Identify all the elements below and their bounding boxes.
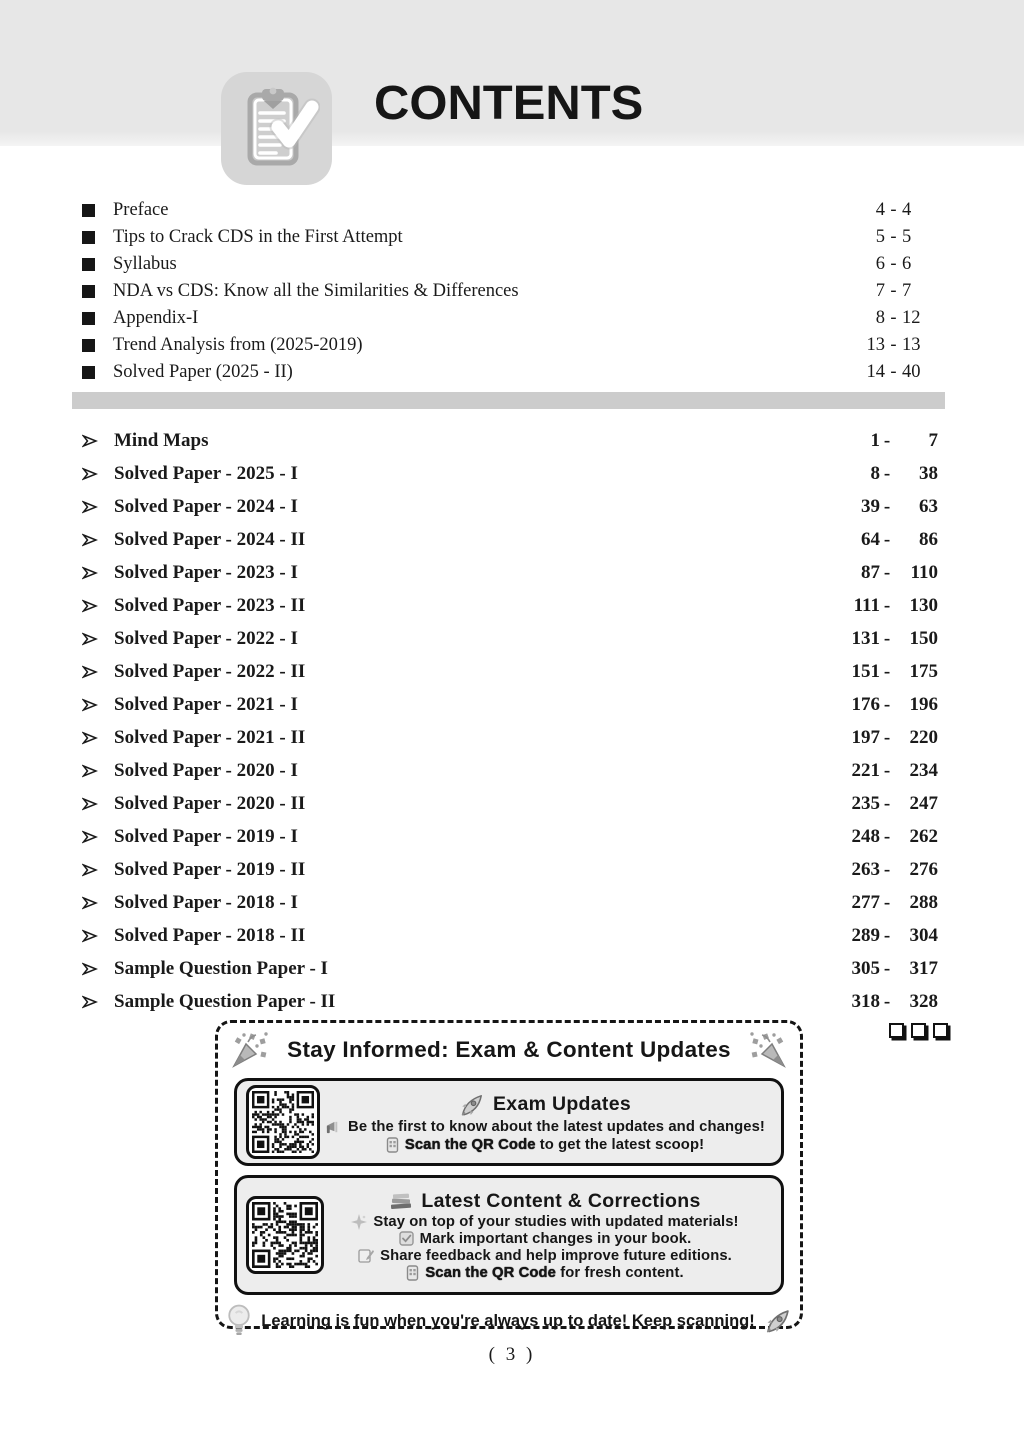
toc-page-from: 176 (851, 693, 880, 715)
stay-informed-box (215, 1020, 803, 1329)
toc-row (82, 754, 938, 787)
toc-row (82, 251, 938, 278)
arrowhead-bullet-icon (82, 994, 98, 1010)
card-line (351, 1214, 738, 1230)
toc-page-separator: - (883, 660, 891, 682)
arrowhead-bullet-icon (82, 532, 98, 548)
toc-page-from: 221 (851, 759, 880, 781)
party-popper-icon (230, 1030, 270, 1070)
card-line-bold: Scan the QR Code (425, 1264, 556, 1281)
toc-entry-label: Solved Paper - 2025 - I (114, 462, 298, 484)
page-number: ( 3 ) (488, 1344, 536, 1365)
toc-entry-label: Solved Paper - 2023 - I (114, 561, 298, 583)
shadowed-square-icon (889, 1023, 904, 1038)
square-bullet-icon (82, 339, 95, 352)
toc-page-to: 13 (902, 335, 921, 355)
toc-page-separator: - (883, 825, 891, 847)
toc-entry-label: Appendix-I (113, 308, 199, 328)
card-line-text: Stay on top of your studies with updated materials! (373, 1213, 739, 1230)
info-box-footer-text: Learning is fun when you're always up to date! Keep scanning! (261, 1311, 755, 1330)
card-title-row (459, 1092, 631, 1118)
info-box-title-row (218, 1025, 800, 1073)
toc-page-from: 7 (875, 281, 885, 301)
square-bullet-icon (82, 204, 95, 217)
toc-page-separator: - (883, 495, 891, 517)
toc-entry-label: Tips to Crack CDS in the First Attempt (113, 227, 403, 247)
toc-row (82, 853, 938, 886)
toc-page-separator: - (883, 891, 891, 913)
toc-row (82, 424, 938, 457)
exam-updates-card (234, 1078, 784, 1166)
arrowhead-bullet-icon (82, 565, 98, 581)
toc-page-from: 289 (851, 924, 880, 946)
toc-page-separator: - (883, 528, 891, 550)
toc-row (82, 556, 938, 589)
toc-page-from: 263 (851, 858, 880, 880)
card-line (325, 1119, 765, 1136)
qr-code (246, 1196, 324, 1274)
arrowhead-bullet-icon (82, 796, 98, 812)
toc-entry-label: Mind Maps (114, 429, 209, 451)
toc-row (82, 721, 938, 754)
toc-entry-label: Solved Paper - 2020 - II (114, 792, 306, 814)
toc-page-separator: - (883, 759, 891, 781)
party-popper-icon (748, 1030, 788, 1070)
toc-entry-label: Syllabus (113, 254, 177, 274)
toc-row (82, 985, 938, 1018)
toc-entry-label: Preface (113, 200, 169, 220)
toc-page-to: 262 (909, 825, 938, 847)
square-bullet-icon (82, 312, 95, 325)
megaphone-icon (325, 1119, 342, 1136)
toc-page-separator: - (883, 561, 891, 583)
info-box-title: Stay Informed: Exam & Content Updates (287, 1037, 731, 1062)
toc-row (82, 278, 938, 305)
toc-page-separator: - (890, 254, 897, 274)
card-line (406, 1265, 683, 1281)
toc-page-to: 40 (902, 362, 921, 382)
toc-row (82, 787, 938, 820)
scan-phone-icon (406, 1265, 419, 1281)
card-title: Exam Updates (493, 1093, 631, 1115)
toc-row (82, 305, 938, 332)
toc-row (82, 688, 938, 721)
toc-page-to: 63 (919, 495, 938, 517)
toc-page-from: 13 (866, 335, 885, 355)
toc-row (82, 224, 938, 251)
toc-page-to: 110 (910, 561, 938, 583)
toc-page-from: 235 (851, 792, 880, 814)
section-divider-bar (72, 392, 945, 409)
card-line-bold: Scan the QR Code (404, 1136, 536, 1153)
rocket-icon (459, 1092, 485, 1118)
toc-entry-label: Solved Paper - 2018 - I (114, 891, 298, 913)
toc-page-to: 38 (919, 462, 938, 484)
toc-page-from: 318 (851, 990, 880, 1012)
card-title: Latest Content & Corrections (421, 1189, 701, 1212)
toc-row (82, 523, 938, 556)
toc-page-from: 87 (861, 561, 880, 583)
toc-page-from: 151 (851, 660, 880, 682)
toc-entry-label: Solved Paper - 2023 - II (114, 594, 306, 616)
toc-page-to: 328 (909, 990, 938, 1012)
toc-row (82, 886, 938, 919)
toc-entry-label: Solved Paper (2025 - II) (113, 362, 293, 382)
toc-page-from: 131 (851, 627, 880, 649)
square-bullet-icon (82, 258, 95, 271)
toc-page-separator: - (883, 990, 891, 1012)
toc-page-from: 6 (875, 254, 885, 274)
arrowhead-bullet-icon (82, 928, 98, 944)
toc-page-to: 175 (909, 660, 938, 682)
toc-page-to: 4 (902, 200, 912, 220)
toc-page-to: 247 (909, 792, 938, 814)
arrowhead-bullet-icon (82, 466, 98, 482)
shadowed-square-icon (911, 1023, 926, 1038)
toc-page-from: 305 (851, 957, 880, 979)
arrowhead-bullet-icon (82, 631, 98, 647)
toc-page-separator: - (890, 281, 897, 301)
toc-page-to: 150 (909, 627, 938, 649)
card-line (399, 1231, 692, 1247)
toc-page-separator: - (883, 924, 891, 946)
toc-row (82, 952, 938, 985)
toc-page-separator: - (883, 726, 891, 748)
toc-page-from: 248 (851, 825, 880, 847)
card-line-text: to get the latest scoop! (535, 1136, 705, 1153)
card-line-text: for fresh content. (556, 1264, 684, 1281)
toc-page-to: 304 (909, 924, 938, 946)
arrowhead-bullet-icon (82, 730, 98, 746)
arrowhead-bullet-icon (82, 961, 98, 977)
toc-row (82, 655, 938, 688)
clipboard-check-icon (234, 83, 320, 175)
toc-page-to: 7 (902, 281, 912, 301)
toc-entry-label: Sample Question Paper - II (114, 990, 336, 1012)
card-line (358, 1248, 732, 1264)
card-line-text: Be the first to know about the latest updates and changes! (348, 1119, 765, 1135)
toc-page-separator: - (883, 693, 891, 715)
toc-entry-label: Trend Analysis from (2025-2019) (113, 335, 363, 355)
toc-page-from: 39 (861, 495, 880, 517)
toc-page-separator: - (883, 462, 891, 484)
toc-page-from: 8 (875, 308, 885, 328)
toc-row (82, 622, 938, 655)
toc-page-from: 277 (851, 891, 880, 913)
arrowhead-bullet-icon (82, 697, 98, 713)
toc-row (82, 332, 938, 359)
arrowhead-bullet-icon (82, 433, 98, 449)
card-title-row (389, 1190, 700, 1213)
arrowhead-bullet-icon (82, 895, 98, 911)
toc-page-to: 6 (902, 254, 912, 274)
toc-page-separator: - (890, 200, 897, 220)
toc-entry-label: Solved Paper - 2019 - II (114, 858, 306, 880)
arrowhead-bullet-icon (82, 862, 98, 878)
card-line (386, 1137, 704, 1153)
toc-entry-label: Solved Paper - 2019 - I (114, 825, 298, 847)
front-matter-list (82, 197, 938, 386)
toc-entry-label: Sample Question Paper - I (114, 957, 328, 979)
toc-row (82, 490, 938, 523)
toc-page-separator: - (883, 429, 891, 451)
toc-page-to: 130 (909, 594, 938, 616)
toc-page-to: 12 (902, 308, 921, 328)
toc-entry-label: Solved Paper - 2018 - II (114, 924, 306, 946)
arrowhead-bullet-icon (82, 664, 98, 680)
toc-page-separator: - (890, 362, 897, 382)
latest-content-content (309, 1178, 781, 1292)
toc-row (82, 919, 938, 952)
toc-row (82, 197, 938, 224)
toc-entry-label: Solved Paper - 2024 - I (114, 495, 298, 517)
toc-page-from: 197 (851, 726, 880, 748)
toc-entry-label: Solved Paper - 2024 - II (114, 528, 306, 550)
toc-page-to: 317 (909, 957, 938, 979)
toc-page-to: 7 (928, 429, 938, 451)
toc-page-to: 220 (909, 726, 938, 748)
toc-page-separator: - (883, 957, 891, 979)
toc-entry-label: Solved Paper - 2020 - I (114, 759, 298, 781)
toc-page-separator: - (890, 308, 897, 328)
sparkle-icon (351, 1214, 367, 1230)
scan-phone-icon (386, 1137, 399, 1153)
toc-page-from: 111 (853, 594, 880, 616)
books-icon (389, 1190, 413, 1212)
toc-page-to: 276 (909, 858, 938, 880)
toc-row (82, 359, 938, 386)
clipboard-badge (221, 72, 332, 185)
toc-page-separator: - (890, 227, 897, 247)
checkbox-icon (399, 1231, 414, 1246)
toc-page-from: 8 (870, 462, 880, 484)
toc-page-from: 4 (875, 200, 885, 220)
toc-page-to: 86 (919, 528, 938, 550)
toc-page-separator: - (883, 594, 891, 616)
qr-code (246, 1085, 320, 1159)
toc-row (82, 457, 938, 490)
toc-page-separator: - (883, 792, 891, 814)
toc-entry-label: Solved Paper - 2021 - II (114, 726, 306, 748)
arrowhead-bullet-icon (82, 829, 98, 845)
toc-entry-label: Solved Paper - 2022 - II (114, 660, 306, 682)
memo-icon (358, 1248, 374, 1263)
toc-row (82, 589, 938, 622)
lightbulb-icon (226, 1304, 252, 1338)
toc-entry-label: Solved Paper - 2022 - I (114, 627, 298, 649)
page-title: CONTENTS (374, 77, 644, 130)
toc-page-from: 14 (866, 362, 885, 382)
square-bullet-icon (82, 231, 95, 244)
square-bullet-icon (82, 285, 95, 298)
square-bullet-icon (82, 366, 95, 379)
card-line-text: Mark important changes in your book. (419, 1230, 692, 1247)
arrowhead-bullet-icon (82, 598, 98, 614)
toc-page-separator: - (883, 627, 891, 649)
toc-entry-label: NDA vs CDS: Know all the Similarities & Differences (113, 281, 519, 301)
rocket-icon (764, 1307, 792, 1335)
info-box-footer (218, 1304, 800, 1338)
card-line-text: Share feedback and help improve future editions. (380, 1247, 732, 1264)
decorative-squares (889, 1023, 948, 1038)
latest-content-card (234, 1175, 784, 1295)
toc-page-from: 5 (875, 227, 885, 247)
toc-entry-label: Solved Paper - 2021 - I (114, 693, 298, 715)
toc-page-to: 234 (909, 759, 938, 781)
toc-page-to: 196 (909, 693, 938, 715)
toc-row (82, 820, 938, 853)
toc-page-from: 64 (861, 528, 880, 550)
toc-page-to: 288 (909, 891, 938, 913)
toc-page-from: 1 (870, 429, 880, 451)
exam-updates-content (309, 1081, 781, 1163)
shadowed-square-icon (933, 1023, 948, 1038)
toc-page-separator: - (883, 858, 891, 880)
main-contents-list (82, 424, 938, 1018)
arrowhead-bullet-icon (82, 499, 98, 515)
arrowhead-bullet-icon (82, 763, 98, 779)
toc-page-to: 5 (902, 227, 912, 247)
toc-page-separator: - (890, 335, 897, 355)
